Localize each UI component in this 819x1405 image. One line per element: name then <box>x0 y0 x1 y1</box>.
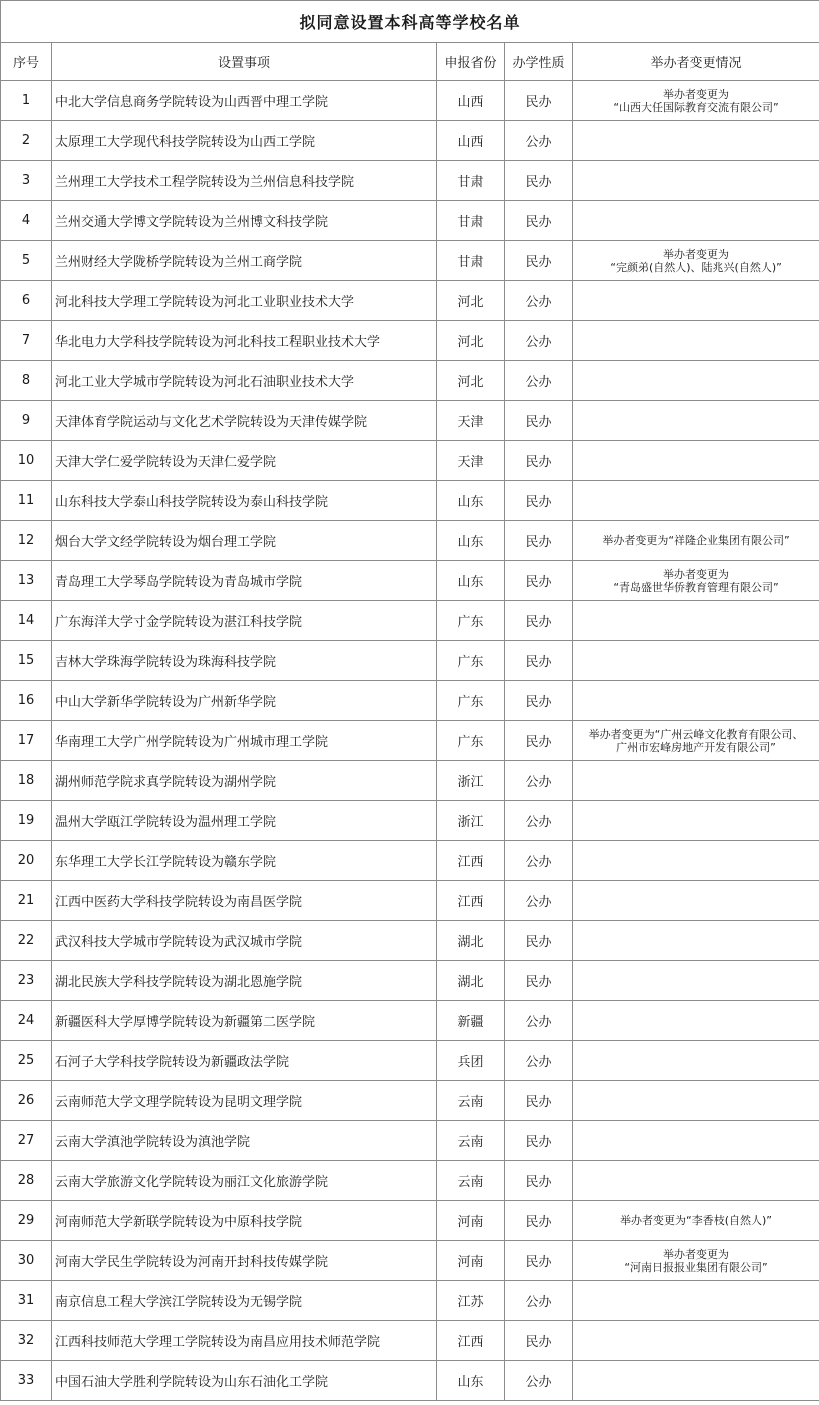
row-province-cell: 天津 <box>437 441 505 481</box>
row-nature-cell: 民办 <box>505 521 573 561</box>
row-index-cell: 23 <box>1 961 52 1001</box>
row-province-cell: 江西 <box>437 881 505 921</box>
row-sponsor-cell <box>573 1241 819 1281</box>
row-sponsor-cell <box>573 881 819 921</box>
row-index-cell: 17 <box>1 721 52 761</box>
row-province-cell: 山西 <box>437 81 505 121</box>
row-province-cell: 湖北 <box>437 961 505 1001</box>
row-sponsor-cell <box>573 921 819 961</box>
row-item-cell: 华南理工大学广州学院转设为广州城市理工学院 <box>52 721 437 761</box>
row-item-cell: 武汉科技大学城市学院转设为武汉城市学院 <box>52 921 437 961</box>
row-nature-cell: 民办 <box>505 721 573 761</box>
header-sponsor: 举办者变更情况 <box>573 43 819 81</box>
row-province-cell: 甘肃 <box>437 241 505 281</box>
table-row <box>1 561 819 601</box>
row-index-cell: 33 <box>1 1361 52 1401</box>
row-item-cell: 新疆医科大学厚博学院转设为新疆第二医学院 <box>52 1001 437 1041</box>
row-sponsor-cell <box>573 281 819 321</box>
row-nature-cell: 民办 <box>505 1081 573 1121</box>
row-sponsor-cell <box>573 1281 819 1321</box>
row-sponsor-cell <box>573 401 819 441</box>
row-item-cell: 广东海洋大学寸金学院转设为湛江科技学院 <box>52 601 437 641</box>
row-nature-cell: 民办 <box>505 1201 573 1241</box>
row-index-cell: 10 <box>1 441 52 481</box>
row-nature-cell: 公办 <box>505 881 573 921</box>
row-item-cell: 江西中医药大学科技学院转设为南昌医学院 <box>52 881 437 921</box>
row-nature-cell: 民办 <box>505 401 573 441</box>
table-row <box>1 881 819 921</box>
header-province: 申报省份 <box>437 43 505 81</box>
row-sponsor-cell <box>573 681 819 721</box>
row-index-cell: 21 <box>1 881 52 921</box>
row-nature-cell: 公办 <box>505 1361 573 1401</box>
row-item-cell: 湖北民族大学科技学院转设为湖北恩施学院 <box>52 961 437 1001</box>
table-row <box>1 641 819 681</box>
header-nature: 办学性质 <box>505 43 573 81</box>
row-sponsor-cell <box>573 601 819 641</box>
header-index: 序号 <box>1 43 52 81</box>
sponsor-line: “河南日报报业集团有限公司” <box>624 1260 768 1274</box>
sponsor-line: “青岛盛世华侨教育管理有限公司” <box>613 580 779 594</box>
row-item-cell: 天津体育学院运动与文化艺术学院转设为天津传媒学院 <box>52 401 437 441</box>
row-index-cell: 16 <box>1 681 52 721</box>
row-nature-cell: 民办 <box>505 641 573 681</box>
row-province-cell: 广东 <box>437 601 505 641</box>
table-row <box>1 201 819 241</box>
row-sponsor-cell <box>573 201 819 241</box>
row-sponsor-cell <box>573 1121 819 1161</box>
row-sponsor-cell <box>573 1161 819 1201</box>
row-nature-cell: 民办 <box>505 601 573 641</box>
row-sponsor-cell <box>573 361 819 401</box>
row-province-cell: 天津 <box>437 401 505 441</box>
row-sponsor-cell <box>573 481 819 521</box>
row-province-cell: 云南 <box>437 1161 505 1201</box>
row-nature-cell: 民办 <box>505 161 573 201</box>
row-item-cell: 中国石油大学胜利学院转设为山东石油化工学院 <box>52 1361 437 1401</box>
row-index-cell: 15 <box>1 641 52 681</box>
row-nature-cell: 公办 <box>505 761 573 801</box>
table-row <box>1 321 819 361</box>
row-index-cell: 3 <box>1 161 52 201</box>
row-nature-cell: 民办 <box>505 201 573 241</box>
row-province-cell: 山东 <box>437 481 505 521</box>
row-province-cell: 甘肃 <box>437 201 505 241</box>
row-item-cell: 河南大学民生学院转设为河南开封科技传媒学院 <box>52 1241 437 1281</box>
table-body <box>1 81 819 1401</box>
row-province-cell: 河北 <box>437 361 505 401</box>
row-nature-cell: 公办 <box>505 801 573 841</box>
row-item-cell: 江西科技师范大学理工学院转设为南昌应用技术师范学院 <box>52 1321 437 1361</box>
row-index-cell: 8 <box>1 361 52 401</box>
row-nature-cell: 民办 <box>505 81 573 121</box>
row-item-cell: 南京信息工程大学滨江学院转设为无锡学院 <box>52 1281 437 1321</box>
row-item-cell: 温州大学瓯江学院转设为温州理工学院 <box>52 801 437 841</box>
row-sponsor-cell <box>573 1041 819 1081</box>
row-item-cell: 烟台大学文经学院转设为烟台理工学院 <box>52 521 437 561</box>
row-nature-cell: 民办 <box>505 481 573 521</box>
row-nature-cell: 公办 <box>505 1001 573 1041</box>
row-sponsor-cell <box>573 81 819 121</box>
sponsor-line: “山西大任国际教育交流有限公司” <box>613 100 779 114</box>
table-row <box>1 681 819 721</box>
table-row <box>1 1041 819 1081</box>
sponsor-line: 举办者变更为 <box>663 87 730 101</box>
row-nature-cell: 民办 <box>505 1121 573 1161</box>
row-nature-cell: 公办 <box>505 1281 573 1321</box>
row-item-cell: 石河子大学科技学院转设为新疆政法学院 <box>52 1041 437 1081</box>
row-index-cell: 5 <box>1 241 52 281</box>
table-row <box>1 161 819 201</box>
row-nature-cell: 公办 <box>505 281 573 321</box>
row-sponsor-cell <box>573 841 819 881</box>
row-sponsor-cell <box>573 121 819 161</box>
row-sponsor-cell <box>573 1201 819 1241</box>
row-nature-cell: 公办 <box>505 841 573 881</box>
row-nature-cell: 民办 <box>505 241 573 281</box>
table-row <box>1 1201 819 1241</box>
sponsor-line: 举办者变更为 <box>663 247 730 261</box>
row-province-cell: 广东 <box>437 721 505 761</box>
row-sponsor-cell <box>573 441 819 481</box>
row-item-cell: 云南师范大学文理学院转设为昆明文理学院 <box>52 1081 437 1121</box>
row-sponsor-cell <box>573 321 819 361</box>
table-row <box>1 1001 819 1041</box>
row-sponsor-cell <box>573 641 819 681</box>
row-province-cell: 浙江 <box>437 801 505 841</box>
row-province-cell: 浙江 <box>437 761 505 801</box>
sponsor-line: 举办者变更为“李香枝(自然人)” <box>620 1214 773 1227</box>
row-item-cell: 山东科技大学泰山科技学院转设为泰山科技学院 <box>52 481 437 521</box>
table-row <box>1 81 819 121</box>
table-row <box>1 1241 819 1281</box>
row-index-cell: 22 <box>1 921 52 961</box>
row-sponsor-cell <box>573 721 819 761</box>
table-row <box>1 281 819 321</box>
row-sponsor-cell <box>573 521 819 561</box>
table-row <box>1 961 819 1001</box>
table-row <box>1 1281 819 1321</box>
row-province-cell: 广东 <box>437 681 505 721</box>
row-province-cell: 江苏 <box>437 1281 505 1321</box>
row-province-cell: 江西 <box>437 841 505 881</box>
row-item-cell: 中山大学新华学院转设为广州新华学院 <box>52 681 437 721</box>
table-row <box>1 441 819 481</box>
row-item-cell: 云南大学滇池学院转设为滇池学院 <box>52 1121 437 1161</box>
sponsor-line: 举办者变更为 <box>663 1247 730 1261</box>
row-index-cell: 32 <box>1 1321 52 1361</box>
row-item-cell: 兰州财经大学陇桥学院转设为兰州工商学院 <box>52 241 437 281</box>
row-index-cell: 9 <box>1 401 52 441</box>
row-province-cell: 河南 <box>437 1241 505 1281</box>
title-row <box>1 1 819 43</box>
row-province-cell: 山东 <box>437 1361 505 1401</box>
row-item-cell: 河南师范大学新联学院转设为中原科技学院 <box>52 1201 437 1241</box>
row-province-cell: 山东 <box>437 561 505 601</box>
row-province-cell: 湖北 <box>437 921 505 961</box>
row-index-cell: 18 <box>1 761 52 801</box>
sponsor-line: “完颜弟(自然人)、陆兆兴(自然人)” <box>610 260 782 274</box>
row-index-cell: 12 <box>1 521 52 561</box>
row-province-cell: 云南 <box>437 1081 505 1121</box>
sponsor-line: 举办者变更为 <box>663 567 730 581</box>
row-index-cell: 25 <box>1 1041 52 1081</box>
row-item-cell: 兰州交通大学博文学院转设为兰州博文科技学院 <box>52 201 437 241</box>
row-province-cell: 兵团 <box>437 1041 505 1081</box>
table-row <box>1 1161 819 1201</box>
row-sponsor-cell <box>573 1081 819 1121</box>
table-row <box>1 1081 819 1121</box>
row-index-cell: 1 <box>1 81 52 121</box>
row-province-cell: 河北 <box>437 281 505 321</box>
row-index-cell: 27 <box>1 1121 52 1161</box>
table-row <box>1 841 819 881</box>
row-index-cell: 30 <box>1 1241 52 1281</box>
table-row <box>1 801 819 841</box>
table-row <box>1 601 819 641</box>
row-nature-cell: 民办 <box>505 681 573 721</box>
row-index-cell: 24 <box>1 1001 52 1041</box>
row-item-cell: 太原理工大学现代科技学院转设为山西工学院 <box>52 121 437 161</box>
row-index-cell: 20 <box>1 841 52 881</box>
row-item-cell: 兰州理工大学技术工程学院转设为兰州信息科技学院 <box>52 161 437 201</box>
row-province-cell: 甘肃 <box>437 161 505 201</box>
table-row <box>1 121 819 161</box>
row-index-cell: 31 <box>1 1281 52 1321</box>
row-nature-cell: 民办 <box>505 921 573 961</box>
row-index-cell: 14 <box>1 601 52 641</box>
table-row <box>1 241 819 281</box>
row-sponsor-cell <box>573 1321 819 1361</box>
row-nature-cell: 民办 <box>505 961 573 1001</box>
row-nature-cell: 民办 <box>505 1241 573 1281</box>
row-nature-cell: 公办 <box>505 1041 573 1081</box>
row-province-cell: 云南 <box>437 1121 505 1161</box>
row-sponsor-cell <box>573 1361 819 1401</box>
row-index-cell: 13 <box>1 561 52 601</box>
header-row <box>1 43 819 81</box>
table-row <box>1 1361 819 1401</box>
row-sponsor-cell <box>573 161 819 201</box>
table-row <box>1 761 819 801</box>
table-row <box>1 521 819 561</box>
row-index-cell: 11 <box>1 481 52 521</box>
row-province-cell: 广东 <box>437 641 505 681</box>
row-province-cell: 河南 <box>437 1201 505 1241</box>
row-item-cell: 天津大学仁爱学院转设为天津仁爱学院 <box>52 441 437 481</box>
row-sponsor-cell <box>573 761 819 801</box>
row-nature-cell: 公办 <box>505 321 573 361</box>
row-index-cell: 4 <box>1 201 52 241</box>
row-item-cell: 河北工业大学城市学院转设为河北石油职业技术大学 <box>52 361 437 401</box>
row-item-cell: 河北科技大学理工学院转设为河北工业职业技术大学 <box>52 281 437 321</box>
row-index-cell: 19 <box>1 801 52 841</box>
table-row <box>1 481 819 521</box>
row-nature-cell: 民办 <box>505 1161 573 1201</box>
table-row <box>1 361 819 401</box>
row-nature-cell: 公办 <box>505 361 573 401</box>
table-row <box>1 1121 819 1161</box>
table-row <box>1 401 819 441</box>
row-province-cell: 河北 <box>437 321 505 361</box>
table-row <box>1 721 819 761</box>
row-index-cell: 6 <box>1 281 52 321</box>
row-nature-cell: 民办 <box>505 561 573 601</box>
row-item-cell: 华北电力大学科技学院转设为河北科技工程职业技术大学 <box>52 321 437 361</box>
table-row <box>1 1321 819 1361</box>
row-item-cell: 东华理工大学长江学院转设为赣东学院 <box>52 841 437 881</box>
row-sponsor-cell <box>573 961 819 1001</box>
row-sponsor-cell <box>573 801 819 841</box>
row-province-cell: 江西 <box>437 1321 505 1361</box>
row-item-cell: 吉林大学珠海学院转设为珠海科技学院 <box>52 641 437 681</box>
table-row <box>1 921 819 961</box>
row-index-cell: 29 <box>1 1201 52 1241</box>
sponsor-line: 举办者变更为“祥隆企业集团有限公司” <box>602 534 790 547</box>
row-nature-cell: 民办 <box>505 1321 573 1361</box>
row-index-cell: 26 <box>1 1081 52 1121</box>
row-sponsor-cell <box>573 1001 819 1041</box>
row-province-cell: 山西 <box>437 121 505 161</box>
row-index-cell: 2 <box>1 121 52 161</box>
row-index-cell: 28 <box>1 1161 52 1201</box>
row-item-cell: 湖州师范学院求真学院转设为湖州学院 <box>52 761 437 801</box>
row-item-cell: 中北大学信息商务学院转设为山西晋中理工学院 <box>52 81 437 121</box>
sponsor-line: 举办者变更为“广州云峰文化教育有限公司、 <box>588 727 804 741</box>
row-nature-cell: 公办 <box>505 121 573 161</box>
row-index-cell: 7 <box>1 321 52 361</box>
row-province-cell: 山东 <box>437 521 505 561</box>
row-province-cell: 新疆 <box>437 1001 505 1041</box>
row-sponsor-cell <box>573 561 819 601</box>
row-nature-cell: 民办 <box>505 441 573 481</box>
row-item-cell: 云南大学旅游文化学院转设为丽江文化旅游学院 <box>52 1161 437 1201</box>
row-item-cell: 青岛理工大学琴岛学院转设为青岛城市学院 <box>52 561 437 601</box>
header-item: 设置事项 <box>52 43 437 81</box>
table-title: 拟同意设置本科高等学校名单 <box>1 1 819 43</box>
sponsor-line: 广州市宏峰房地产开发有限公司” <box>616 740 776 754</box>
row-sponsor-cell <box>573 241 819 281</box>
